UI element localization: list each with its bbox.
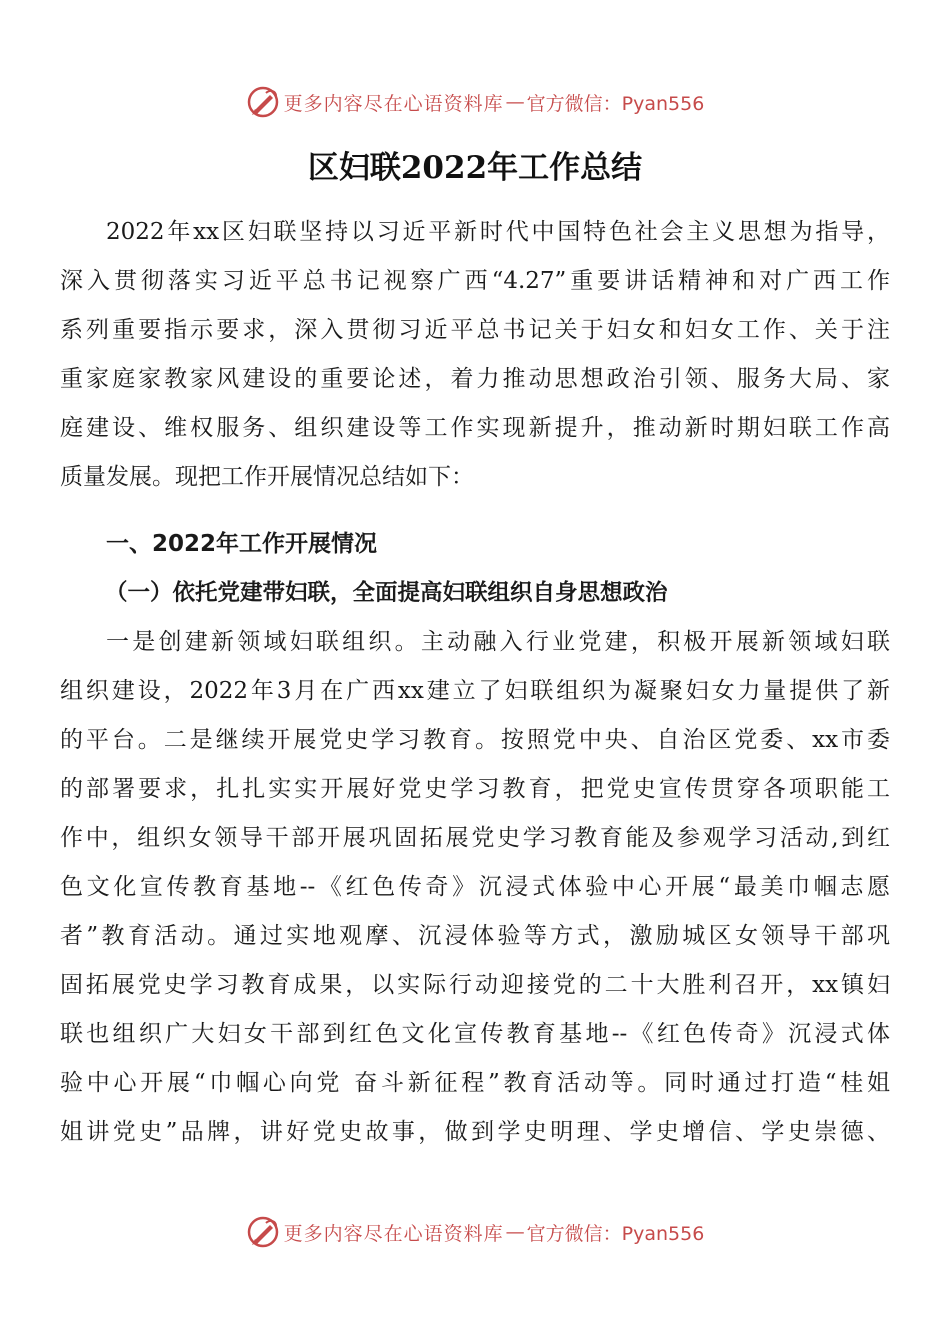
paragraph-line: 的部署要求，扎扎实实开展好党史学习教育，把党史宣传贯穿各项职能工 — [60, 776, 890, 802]
section-heading: 一、2022年工作开展情况 — [106, 531, 378, 557]
paragraph-line: 者”教育活动。通过实地观摩、沉浸体验等方式，激励城区女领导干部巩 — [60, 923, 890, 949]
paragraph-line: 重家庭家教家风建设的重要论述，着力推动思想政治引领、服务大局、家 — [60, 366, 890, 392]
paragraph-line: 2022年xx区妇联坚持以习近平新时代中国特色社会主义思想为指导， — [106, 219, 890, 245]
paragraph-line: 深入贯彻落实习近平总书记视察广西“4.27”重要讲话精神和对广西工作 — [60, 268, 890, 294]
watermark-separator: — — [505, 1221, 525, 1243]
paragraph-line: 庭建设、维权服务、组织建设等工作实现新提升，推动新时期妇联工作高 — [60, 415, 890, 441]
paragraph-line: 色文化宣传教育基地--《红色传奇》沉浸式体验中心开展“最美巾帼志愿 — [60, 874, 890, 900]
watermark-contact: 官方微信：Pyan556 — [526, 1222, 705, 1245]
pen-circle-logo-icon — [246, 85, 280, 119]
paragraph-line: 质量发展。现把工作开展情况总结如下： — [60, 464, 474, 490]
paragraph-line: 的平台。二是继续开展党史学习教育。按照党中央、自治区党委、xx市委 — [60, 727, 890, 753]
pen-circle-logo-icon — [246, 1215, 280, 1249]
paragraph-line: 组织建设，2022年3月在广西xx建立了妇联组织为凝聚妇女力量提供了新 — [60, 678, 890, 704]
watermark-text: 更多内容尽在心语资料库 — [283, 92, 504, 115]
paragraph-line: 姐讲党史”品牌，讲好党史故事，做到学史明理、学史增信、学史崇德、 — [60, 1119, 890, 1145]
intro-paragraph — [60, 208, 890, 502]
subsection-heading: （一）依托党建带妇联，全面提高妇联组织自身思想政治 — [105, 580, 668, 606]
page-title: 区妇联2022年工作总结 — [307, 150, 643, 186]
paragraph-line: 一是创建新领域妇联组织。主动融入行业党建，积极开展新领域妇联 — [106, 629, 890, 655]
paragraph-line: 系列重要指示要求，深入贯彻习近平总书记关于妇女和妇女工作、关于注 — [60, 317, 890, 343]
watermark-contact: 官方微信：Pyan556 — [526, 92, 705, 115]
watermark-banner-top — [0, 84, 950, 120]
paragraph-line: 联也组织广大妇女干部到红色文化宣传教育基地--《红色传奇》沉浸式体 — [60, 1021, 890, 1047]
watermark-text: 更多内容尽在心语资料库 — [283, 1222, 504, 1245]
paragraph-line: 作中，组织女领导干部开展巩固拓展党史学习教育能及参观学习活动,到红 — [60, 825, 890, 851]
paragraph-line: 固拓展党史学习教育成果，以实际行动迎接党的二十大胜利召开，xx镇妇 — [60, 972, 890, 998]
paragraph-line: 验中心开展“巾帼心向党 奋斗新征程”教育活动等。同时通过打造“桂姐 — [60, 1070, 890, 1096]
watermark-separator: — — [505, 91, 525, 113]
body-paragraph — [60, 618, 890, 1157]
watermark-banner-bottom — [0, 1214, 950, 1250]
